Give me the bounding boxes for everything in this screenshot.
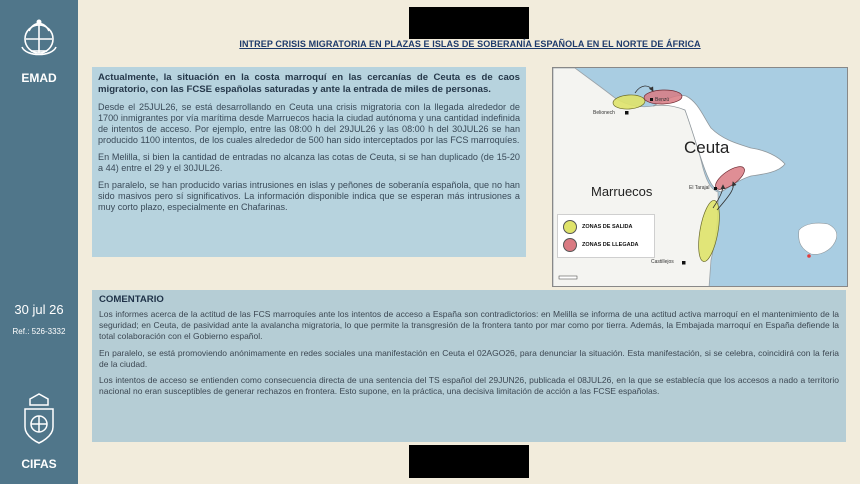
belionech-marker <box>625 111 629 115</box>
legend-label-salida: ZONAS DE SALIDA <box>582 224 633 230</box>
legend-swatch-salida <box>563 220 577 234</box>
place-label-el-tarajal: El Tarajal <box>689 185 710 191</box>
map-legend <box>557 214 655 258</box>
ceuta-inset-marker <box>807 254 811 258</box>
legend-swatch-llegada <box>563 238 577 252</box>
comment-paragraph: En paralelo, se está promoviendo anónimamente en redes sociales una manifestación en Ceuta el 02AGO26, para denunciar la situación. Esta manifestación, si se celebra, coincidirá con la feria de la ciudad. <box>99 347 839 369</box>
place-label-castillejos: Castillejos <box>651 259 674 265</box>
sidebar <box>0 0 78 484</box>
org-bottom-label: CIFAS <box>21 457 57 471</box>
date-label: 30 jul 26 <box>14 302 64 317</box>
comment-box <box>92 290 846 442</box>
summary-paragraph: En Melilla, si bien la cantidad de entradas no alcanza las cotas de Ceuta, si se han duplicado (de 15-20 a 44) entre el 29 y el 30JUL26. <box>98 151 520 174</box>
ceuta-map <box>552 67 848 287</box>
redaction-bar-top <box>409 7 529 39</box>
cifas-emblem-icon <box>20 393 58 445</box>
comment-paragraph: Los intentos de acceso se entienden como consecuencia directa de una sentencia del TS español del 29JUN26, publicada el 08JUL26, en la que se establecía que los accesos a nado a territorio nacional no eran susceptibles de generar rechazos en frontera. Esto supone, en la práctica, una decisiva limitación de acción a las FCSE españolas. <box>99 375 839 396</box>
redaction-bar-bottom <box>409 445 529 478</box>
place-label-benzu: Benzú <box>655 97 670 103</box>
marruecos-label: Marruecos <box>591 184 653 199</box>
place-label-belionech: Belionech <box>593 110 615 116</box>
emad-emblem-icon <box>16 17 62 65</box>
summary-paragraph: Desde el 25JUL26, se está desarrollando en Ceuta una crisis migratoria con la llegada alrededor de 1700 inmigrantes por vía marítima desde Marruecos hacia la ciudad autónoma y una cantidad indefinida de intentos de acceso. Por ejemplo, entre las 08:00 h del 29JUL26 y las 08:00 h del 30JUL26 se han producido 1100 intentos, de los cuales alrededor de 500 han sido interceptados por las FCS marroquíes. <box>98 101 520 146</box>
comment-heading: COMENTARIO <box>99 294 164 305</box>
ceuta-label: Ceuta <box>684 138 730 157</box>
summary-lead: Actualmente, la situación en la costa marroquí en las cercanías de Ceuta es de caos migratorio, con las FCSE españolas saturadas y ante la entrada de miles de personas. <box>98 72 520 95</box>
reference-label: Ref.: 526-3332 <box>12 327 66 336</box>
castillejos-marker <box>682 261 686 265</box>
benzu-marker <box>650 98 653 101</box>
scale-bar <box>559 276 577 279</box>
org-top-label: EMAD <box>21 71 57 85</box>
legend-label-llegada: ZONAS DE LLEGADA <box>582 242 639 248</box>
el-tarajal-marker <box>714 187 717 190</box>
summary-box <box>92 67 526 257</box>
comment-paragraph: Los informes acerca de la actitud de las FCS marroquíes ante los intentos de acceso a España son contradictorios: en Melilla se informa de una actitud activa marroquí en el mantenimiento de la seguridad; en Ceuta, de pasividad ante la avalancha migratoria, lo que permite la transgresión de la frontera tanto por mar como por tierra. Además, la Embajada marroquí en España defiende la total colaboración con el Gobierno español. <box>99 309 839 341</box>
page-title: INTREP CRISIS MIGRATORIA EN PLAZAS E ISLAS DE SOBERANÍA ESPAÑOLA EN EL NORTE DE ÁFRICA <box>239 39 701 49</box>
spain-inset <box>799 223 837 254</box>
summary-paragraph: En paralelo, se han producido varias intrusiones en islas y peñones de soberanía española, que no han sido masivos pero sí significativos. La información disponible indica que se esperan más intrusiones a muy corto plazo, especialmente en Chafarinas. <box>98 179 520 213</box>
